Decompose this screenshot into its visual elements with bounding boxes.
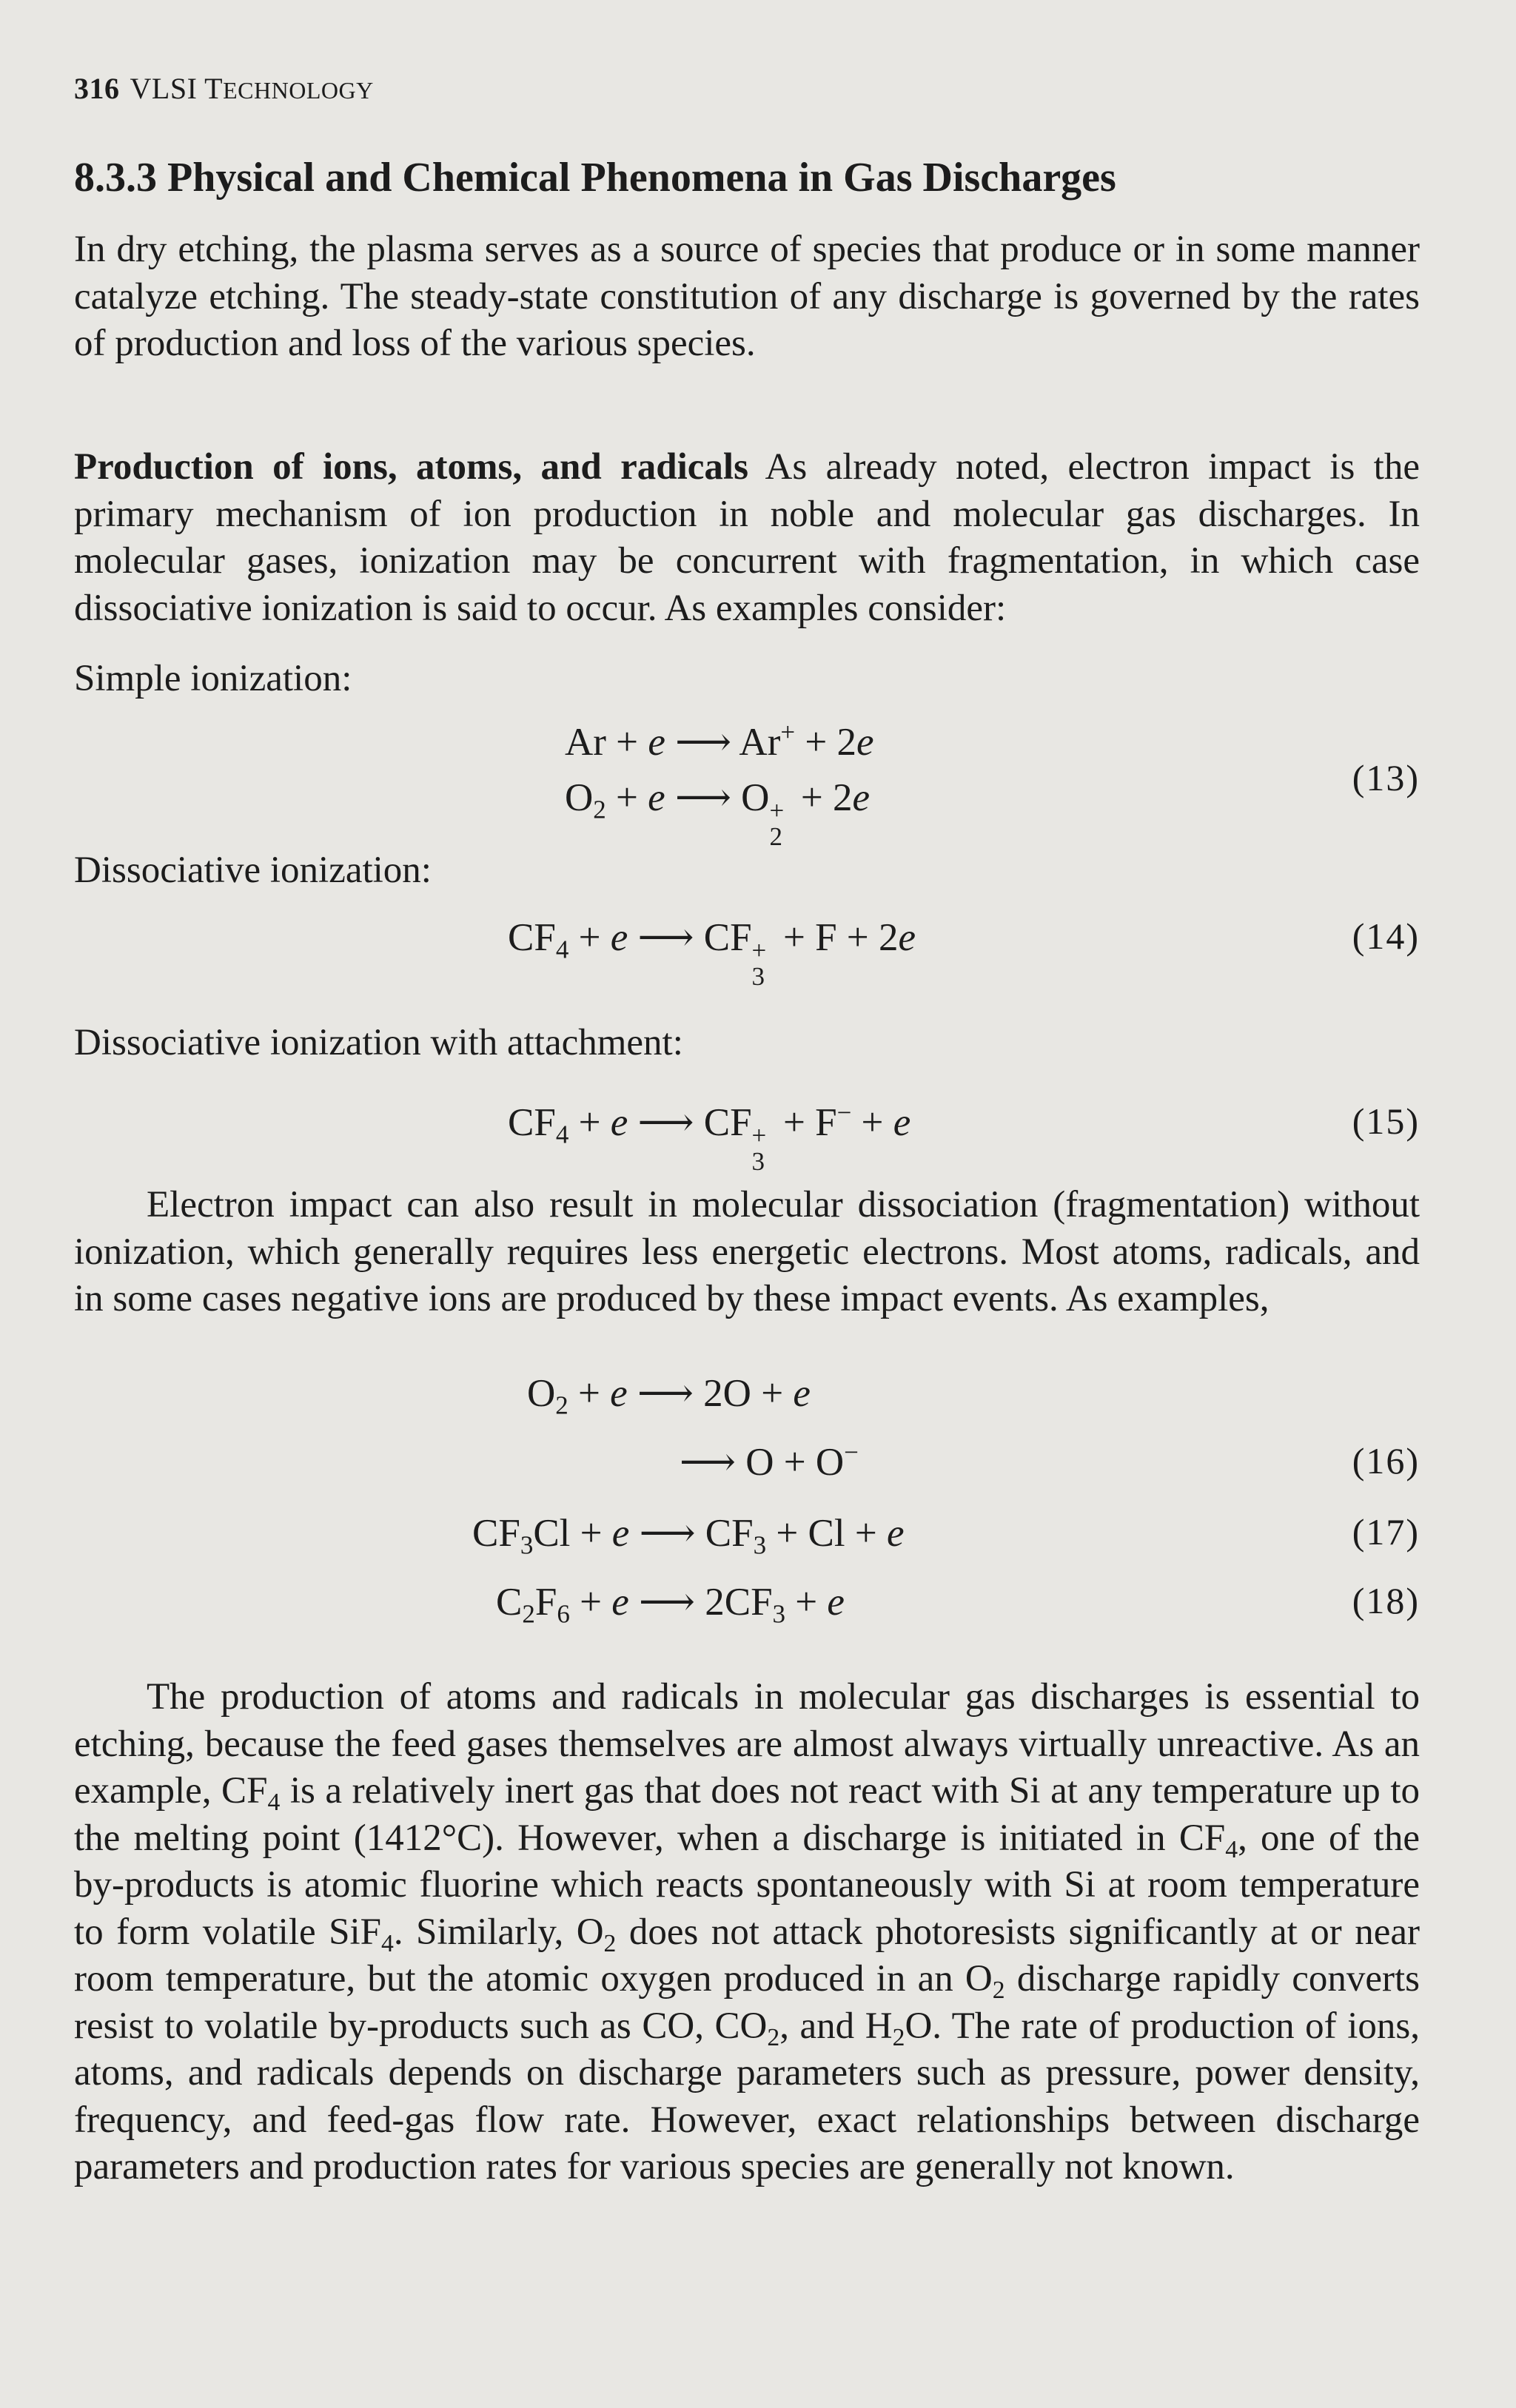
equation-13b: $O_2 + e$ ⟶ O + 2 + 2e xyxy=(565,776,871,851)
label-dissociative-ionization: Dissociative ionization: xyxy=(74,850,432,891)
equation-15: $CF_4 + e$ ⟶ CF + 3 + F− + e xyxy=(508,1097,911,1176)
running-title-part: VLSI T xyxy=(130,72,224,105)
equation-number-13: (13) xyxy=(1352,757,1420,798)
equation-number-18: (18) xyxy=(1352,1580,1420,1621)
label-attachment: Dissociative ionization with attachment: xyxy=(74,1022,683,1063)
equation-17: $CF_3Cl + e$ ⟶ $CF_3 + Cl + e$ xyxy=(472,1512,905,1560)
production-paragraph xyxy=(74,444,1420,632)
equation-number-15: (15) xyxy=(1352,1100,1420,1142)
equation-14: $CF_4 + e$ ⟶ CF + 3 + F + 2e xyxy=(508,916,916,991)
paragraph-body: As already noted, electron impact is the primary mechanism of ion production in noble and molecular gas discharges. In molecular gases, ionization may be concurrent with fragmentation, in which case dissociative ionization is said to occur. As examples consider: xyxy=(74,446,1420,629)
label-simple-ionization: Simple ionization: xyxy=(74,658,352,699)
equation-number-16: (16) xyxy=(1352,1440,1420,1482)
equation-16b: ⟶ O + O− xyxy=(680,1437,859,1484)
equation-18: $C_2F_6 + e$ ⟶ $2CF_3 + e$ xyxy=(496,1581,845,1629)
intro-paragraph: In dry etching, the plasma serves as a source of species that produce or in some manner catalyze etching. The steady-state constitution of any discharge is governed by the rates of production and loss of the various species. xyxy=(74,229,1420,364)
page-number: 316 xyxy=(74,72,120,105)
equation-number-17: (17) xyxy=(1352,1511,1420,1553)
equation-16a: $O_2 + e$ ⟶ 2O + e xyxy=(527,1372,811,1420)
running-head xyxy=(74,71,374,106)
electron-impact-paragraph: Electron impact can also result in molecular dissociation (fragmentation) without ionization, which generally requires less energetic electrons. Most atoms, radicals, and in some cases negative ions are produced by these impact events. As examples, xyxy=(74,1184,1420,1319)
final-paragraph: The production of atoms and radicals in molecular gas discharges is essential to etching, because the feed gases themselves are almost always virtually unreactive. As an example, $CF_4$ is a relatively inert gas that does not react with Si at any temperature up to the melting point (1412°C). However, when a discharge is initiated in $CF_4$, one of the by-products is atomic fluorine which reacts spontaneously with Si at room temperature to form volatile SiF$_4$. Similarly, $O_2$ does not attack photoresists significantly at or near room temperature, but the atomic oxygen produced in an $O_2$ discharge rapidly converts resist to volatile by-products such as CO, $CO_2$, and $H_2O$. The rate of production of ions, atoms, and radicals depends on discharge parameters such as pressure, power density, frequency, and feed-gas flow rate. However, exact relationships between discharge parameters and production rates for various species are generally not known. xyxy=(74,1676,1420,2187)
equation-13a: Ar + e ⟶ Ar+ + 2e xyxy=(565,717,874,764)
running-title-part: ECHNOLOGY xyxy=(223,77,374,104)
paragraph-lead: Production of ions, atoms, and radicals xyxy=(74,446,748,488)
equation-number-14: (14) xyxy=(1352,915,1420,957)
section-title: 8.3.3 Physical and Chemical Phenomena in Gas Discharges xyxy=(74,155,1116,201)
